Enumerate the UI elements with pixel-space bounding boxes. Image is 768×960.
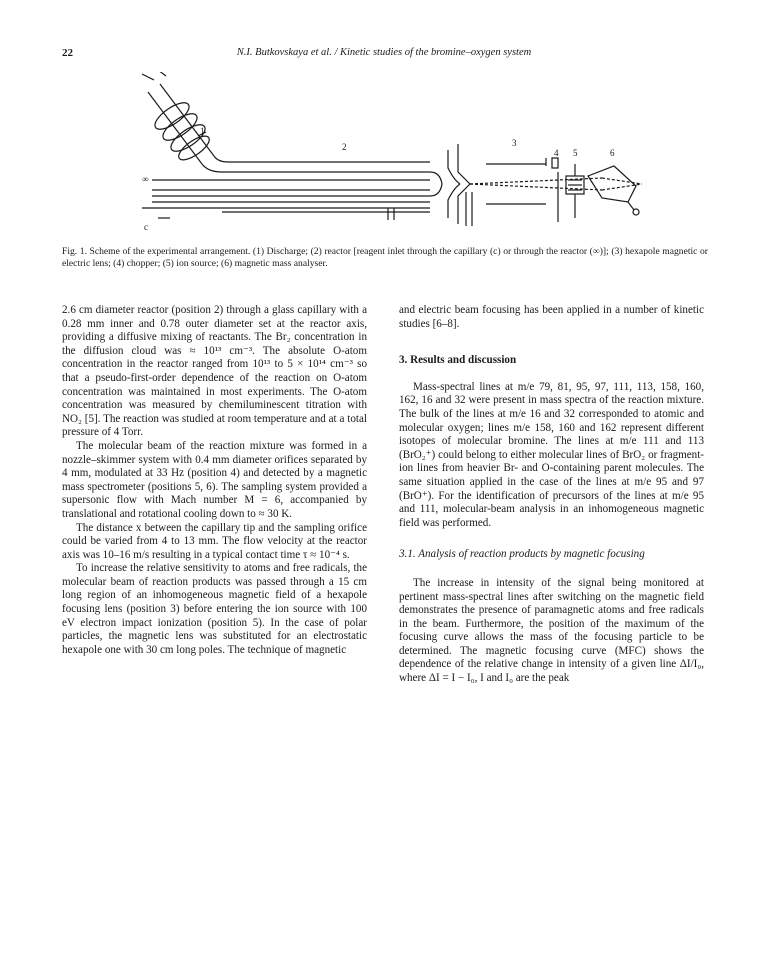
discharge-tube xyxy=(142,72,214,164)
nozzle-skimmer xyxy=(448,144,472,226)
svg-text:4: 4 xyxy=(554,148,559,158)
paragraph: and electric beam focusing has been applied in a number of kinetic studies [6–8]. xyxy=(399,304,704,330)
svg-text:∞: ∞ xyxy=(142,174,149,184)
subsection-heading: 3.1. Analysis of reaction products by magnetic focusing xyxy=(399,548,645,561)
paragraph: The increase in intensity of the signal being monitored at pertinent mass-spectral lines after switching on the magnetic field demonstrates the presence of paramagnetic atoms and free radicals in the beam. Furthermore, the position of the maximum of the focusing curve allows the mass of the focusing particle to be determined. The magnetic focusing curve (MFC) shows the dependence of the relative change in intensity of a given line ΔI/I₀, where ΔI = I − I₀, I and I₀ are the peak xyxy=(399,576,704,685)
svg-text:c: c xyxy=(144,222,148,232)
svg-text:6: 6 xyxy=(610,148,615,158)
reactor xyxy=(142,156,442,220)
mass-analyser xyxy=(588,166,639,215)
svg-text:2: 2 xyxy=(342,142,347,152)
paragraph: The distance x between the capillary tip and the sampling orifice could be varied from 4 to 13 mm. The flow velocity at the reactor axis was 10–16 m/s resulting in a typical contact time τ ≈ 10⁻⁴ s. xyxy=(62,521,367,561)
chopper xyxy=(552,158,558,222)
figure-caption: Fig. 1. Scheme of the experimental arrangement. (1) Discharge; (2) reactor [reagent inlet through the capillary (c) or through the reactor (∞)]; (3) hexapole magnetic or electric lens; (4) chopper; (5) ion source; (6) magnetic mass analyser. xyxy=(62,246,708,269)
paragraph: To increase the relative sensitivity to atoms and free radicals, the molecular beam of reaction products was passed through a 15 cm long region of an inhomogeneous magnetic field of a hexapole focusing lens (position 3) before entering the ion source with 100 eV electron impact ionization (position 5). In the case of polar particles, the magnetic lens was substituted for an electrostatic hexapole one with 30 cm long poles. The technique of magnetic xyxy=(62,562,367,656)
running-head: N.I. Butkovskaya et al. / Kinetic studies of the bromine–oxygen system xyxy=(236,47,532,58)
svg-text:1: 1 xyxy=(200,126,205,136)
section-heading: 3. Results and discussion xyxy=(399,354,517,367)
molecular-beam xyxy=(470,178,642,190)
right-column xyxy=(399,304,704,686)
experimental-setup-figure xyxy=(62,72,708,242)
svg-text:5: 5 xyxy=(573,148,578,158)
paragraph: 2.6 cm diameter reactor (position 2) through a glass capillary with a 0.28 mm inner and 0.78 outer diameter set at the reactor axis, providing a diffusive mixing of reactants. The Br₂ concentration in the diffusion cloud was ≈ 10¹³ cm⁻³. The absolute O-atom concentration in the reactor ranged from 10¹³ to 5 × 10¹⁴ cm⁻³ so that a pseudo-first-order dependence of the reaction on O-atom concentration was maintained in most experiments. The O-atom concentration was measured by chemiluminescent titration with NO₂ [5]. The reaction was studied at room temperature and at a total pressure of 4 Torr. xyxy=(62,304,367,439)
svg-text:3: 3 xyxy=(512,138,517,148)
paragraph: Mass-spectral lines at m/e 79, 81, 95, 97, 111, 113, 158, 160, 162, 16 and 32 were present in mass spectra of the reaction mixture. The bulk of the lines at m/e 16 and 32 corresponded to atomic and molecular oxygen; lines m/e 158, 160 and 162 represent different isotopes of molecular bromine. The lines at m/e 111 and 113 (BrO₂⁺) could belong to either molecular lines of BrO₂ or fragment-ion lines from heavier Br- and O-containing parent molecules. The same situation applied in the case of the lines at m/e 95 and 97 (BrO⁺). For the identification of precursors of the lines at m/e 95 and 111, molecular-beam analysis in an inhomogeneous magnetic field was performed. xyxy=(399,380,704,529)
left-column xyxy=(62,304,367,657)
ion-source xyxy=(566,164,584,218)
page-number: 22 xyxy=(62,47,73,59)
paragraph: The molecular beam of the reaction mixture was formed in a nozzle–skimmer system with 0.4 mm diameter orifices separated by 4 mm, modulated at 33 Hz (position 4) and detected by a magnetic mass spectrometer (positions 5, 6). The sampling system provided a supersonic flow with Mach number M = 6, accompanied by translational and rotational cooling down to ≈ 30 K. xyxy=(62,439,367,520)
